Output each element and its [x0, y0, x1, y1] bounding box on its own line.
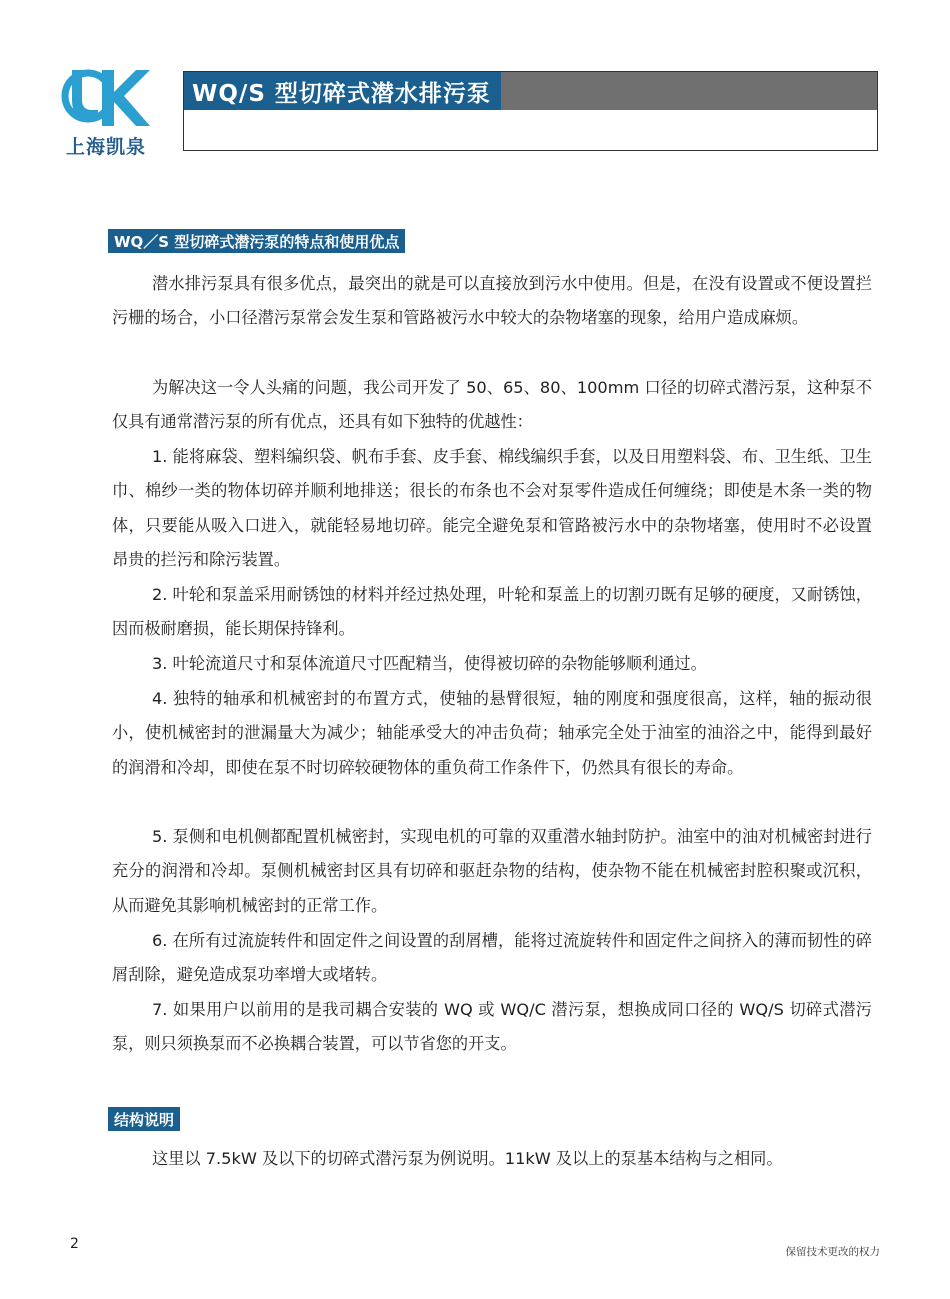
page-number: 2 [70, 1236, 79, 1252]
list-item: 1. 能将麻袋、塑料编织袋、帆布手套、皮手套、棉线编织手套，以及日用塑料袋、布、卫生纸、卫生巾、棉纱一类的物体切碎并顺利地排送；很长的布条也不会对泵零件造成任何缠绕；即使是木条一类的物体，只要能从吸入口进入，就能轻易地切碎。能完全避免泵和管路被污水中的杂物堵塞，使用时不必设置昂贵的拦污和除污装置。 [112, 447, 872, 569]
kaiquan-logo-icon [58, 66, 154, 132]
list-item: 4. 独特的轴承和机械密封的布置方式，使轴的悬臂很短，轴的刚度和强度很高，这样，轴的振动很小，使机械密封的泄漏量大为减少；轴能承受大的冲击负荷；轴承完全处于油室的油浴之中，能得到最好的润滑和冷却，即使在泵不时切碎较硬物体的重负荷工作条件下，仍然具有很长的寿命。 [112, 689, 872, 777]
header-title-block [184, 72, 501, 110]
paragraph: 这里以 7.5kW 及以下的切碎式潜污泵为例说明。11kW 及以上的泵基本结构与之相同。 [152, 1149, 783, 1168]
footer-note: 保留技术更改的权力 [785, 1246, 880, 1258]
list-item: 6. 在所有过流旋转件和固定件之间设置的刮屑槽，能将过流旋转件和固定件之间挤入的薄而韧性的碎屑刮除，避免造成泵功率增大或堵转。 [112, 931, 872, 985]
list-item: 5. 泵侧和电机侧都配置机械密封，实现电机的可靠的双重潜水轴封防护。油室中的油对机械密封进行充分的润滑和冷却。泵侧机械密封区具有切碎和驱赶杂物的结构，使杂物不能在机械密封腔积聚或沉积，从而避免其影响机械密封的正常工作。 [112, 827, 872, 915]
list-item: 7. 如果用户以前用的是我司耦合安装的 WQ 或 WQ/C 潜污泵，想换成同口径的 WQ/S 切碎式潜污泵，则只须换泵而不必换耦合装置，可以节省您的开支。 [112, 1000, 872, 1054]
document-header [183, 71, 878, 151]
list-item: 2. 叶轮和泵盖采用耐锈蚀的材料并经过热处理，叶轮和泵盖上的切割刃既有足够的硬度，又耐锈蚀，因而极耐磨损，能长期保持锋利。 [112, 585, 872, 639]
section-heading-structure: 结构说明 [108, 1107, 180, 1131]
paragraph: 潜水排污泵具有很多优点，最突出的就是可以直接放到污水中使用。但是，在没有设置或不便设置拦污栅的场合，小口径潜污泵常会发生泵和管路被污水中较大的杂物堵塞的现象，给用户造成麻烦。 [112, 274, 872, 328]
page-title: WQ/S 型切碎式潜水排污泵 [192, 80, 491, 107]
section-heading-features: WQ／S 型切碎式潜污泵的特点和使用优点 [108, 229, 405, 253]
paragraph: 为解决这一令人头痛的问题，我公司开发了 50、65、80、100mm 口径的切碎式潜污泵，这种泵不仅具有通常潜污泵的所有优点，还具有如下独特的优越性： [112, 378, 872, 432]
company-name: 上海凯泉 [65, 136, 146, 158]
company-logo [58, 66, 154, 158]
list-item: 3. 叶轮流道尺寸和泵体流道尺寸匹配精当，使得被切碎的杂物能够顺利通过。 [152, 654, 707, 673]
